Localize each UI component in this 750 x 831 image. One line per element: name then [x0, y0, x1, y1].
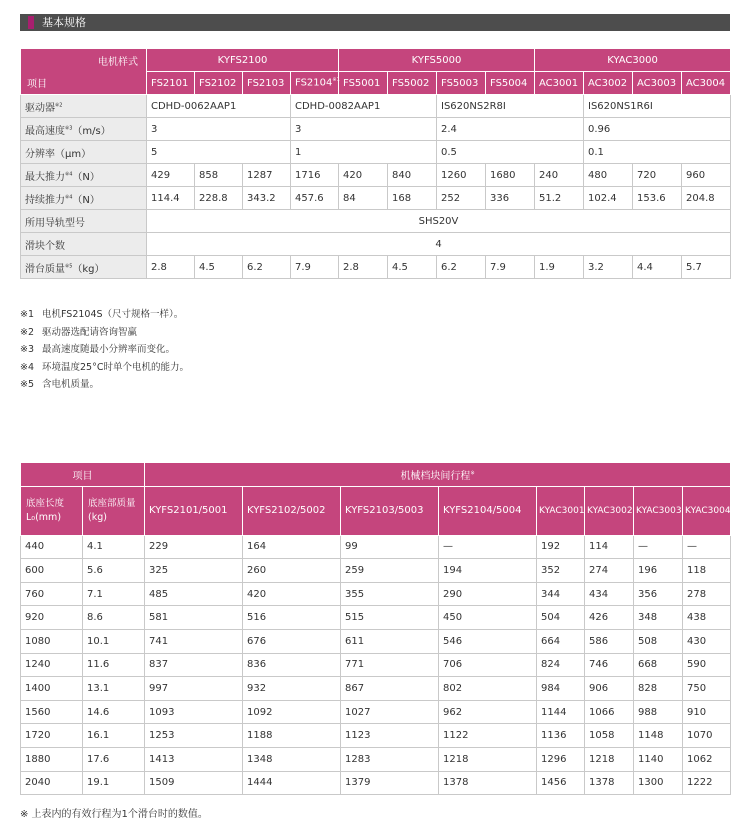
cell: 153.6 [633, 187, 682, 210]
note-mark: ※3 [20, 344, 35, 355]
table-cell: 434 [585, 582, 634, 606]
table-cell: 7.1 [83, 582, 145, 606]
table-cell: — [683, 535, 731, 559]
table-cell: 920 [21, 606, 83, 630]
stroke-model-header: KYAC3003 [634, 486, 683, 535]
cell: 1 [291, 141, 437, 164]
cell: 1.9 [535, 256, 584, 279]
table-cell: 11.6 [83, 653, 145, 677]
header-line: 底座部质量 [88, 497, 136, 509]
cell: 720 [633, 164, 682, 187]
note-mark: ※2 [20, 326, 35, 338]
table-cell: 508 [634, 629, 683, 653]
base-mass-header [83, 486, 145, 535]
table-cell: 910 [683, 700, 731, 724]
table-cell: 1136 [537, 724, 585, 748]
model-header: FS5001 [339, 72, 388, 95]
table-row [21, 582, 731, 606]
table-cell: 485 [145, 582, 243, 606]
row-label [21, 187, 147, 210]
table-cell: 984 [537, 677, 585, 701]
table-cell: 1188 [243, 724, 341, 748]
cell: 5 [147, 141, 291, 164]
table-cell: 1348 [243, 747, 341, 771]
header-line: 底座长度 [26, 497, 65, 509]
table-cell: 824 [537, 653, 585, 677]
cell: 0.1 [584, 141, 731, 164]
cell: 840 [388, 164, 437, 187]
table-cell: 1122 [439, 724, 537, 748]
table-cell: 1283 [341, 747, 439, 771]
table-cell: 988 [634, 700, 683, 724]
group-header: KYAC3000 [535, 49, 731, 72]
table-cell: 1144 [537, 700, 585, 724]
label-text: 滑台质量 [25, 263, 65, 275]
cell: 3.2 [584, 256, 633, 279]
table-cell: 1720 [21, 724, 83, 748]
table-cell: 194 [439, 559, 537, 583]
row-continuous-thrust [21, 187, 731, 210]
note-mark: ※2 [55, 102, 63, 109]
table-cell: 668 [634, 653, 683, 677]
cell: 252 [437, 187, 486, 210]
cell: 4.4 [633, 256, 682, 279]
table-cell: 590 [683, 653, 731, 677]
note-mark: ※5 [20, 379, 35, 390]
model-header: FS2103 [243, 72, 291, 95]
base-length-header [21, 486, 83, 535]
cell: 1680 [486, 164, 535, 187]
stroke-header-text: 机械档块间行程 [400, 470, 471, 482]
cell: 6.2 [243, 256, 291, 279]
note-mark: ※4 [65, 194, 73, 201]
table-cell: 516 [243, 606, 341, 630]
cell: 6.2 [437, 256, 486, 279]
model-header: FS5004 [486, 72, 535, 95]
table-cell: 19.1 [83, 771, 145, 795]
cell: 0.5 [437, 141, 584, 164]
stroke-model-header: KYAC3001 [537, 486, 585, 535]
table-cell: 192 [537, 535, 585, 559]
cell: 2.4 [437, 118, 584, 141]
cell: IS620NS2R8I [437, 95, 584, 118]
table-row [21, 629, 731, 653]
corner-motor-type: 电机样式 [98, 57, 138, 68]
table-cell: 440 [21, 535, 83, 559]
header-line: L₀(mm) [26, 511, 62, 523]
cell: 2.8 [147, 256, 195, 279]
model-header: FS2101 [147, 72, 195, 95]
cell: 114.4 [147, 187, 195, 210]
table-cell: 99 [341, 535, 439, 559]
table-cell: 355 [341, 582, 439, 606]
row-speed [21, 118, 731, 141]
table-cell: 1218 [585, 747, 634, 771]
row-label [21, 256, 147, 279]
table-cell: 352 [537, 559, 585, 583]
table-cell: 325 [145, 559, 243, 583]
table-cell: 581 [145, 606, 243, 630]
model-header: AC3004 [682, 72, 731, 95]
table-cell: 274 [585, 559, 634, 583]
stroke-model-header: KYFS2103/5003 [341, 486, 439, 535]
group-header: KYFS5000 [339, 49, 535, 72]
model-header: FS5002 [388, 72, 437, 95]
table-cell: 1093 [145, 700, 243, 724]
cell: 4.5 [195, 256, 243, 279]
note-mark: ※1 [20, 309, 35, 320]
stroke-footnote: ※ 上表内的有效行程为1个滑台时的数值。 [20, 809, 208, 820]
table-row [21, 700, 731, 724]
table-cell: 8.6 [83, 606, 145, 630]
table-cell: 504 [537, 606, 585, 630]
cell: 102.4 [584, 187, 633, 210]
table-cell: 450 [439, 606, 537, 630]
table-cell: 1080 [21, 629, 83, 653]
table-cell: 932 [243, 677, 341, 701]
table-cell: 962 [439, 700, 537, 724]
model-header: FS2102 [195, 72, 243, 95]
stroke-model-header: KYFS2104/5004 [439, 486, 537, 535]
table-cell: 229 [145, 535, 243, 559]
row-rail [21, 210, 731, 233]
table-cell: 600 [21, 559, 83, 583]
row-label [21, 164, 147, 187]
header-line: (kg) [88, 511, 107, 523]
note-mark: ※1 [332, 77, 340, 84]
table-cell: 546 [439, 629, 537, 653]
note-mark: ※3 [65, 125, 73, 132]
note-text: 含电机质量。 [42, 379, 100, 390]
spec-corner-header [21, 49, 147, 95]
table-cell: 611 [341, 629, 439, 653]
cell: 1260 [437, 164, 486, 187]
section-marker [28, 16, 34, 29]
label-text: 最高速度 [25, 125, 65, 137]
model-header: AC3002 [584, 72, 633, 95]
cell: 84 [339, 187, 388, 210]
row-resolution [21, 141, 731, 164]
table-cell: 1413 [145, 747, 243, 771]
table-cell: 420 [243, 582, 341, 606]
table-cell: 1070 [683, 724, 731, 748]
table-cell: 196 [634, 559, 683, 583]
stroke-table [20, 462, 731, 795]
row-mass [21, 256, 731, 279]
cell: 5.7 [682, 256, 731, 279]
table-cell: 750 [683, 677, 731, 701]
unit-text: （kg） [72, 263, 105, 275]
table-cell: 114 [585, 535, 634, 559]
model-header: AC3003 [633, 72, 682, 95]
stroke-model-header: KYFS2102/5002 [243, 486, 341, 535]
table-cell: 1062 [683, 747, 731, 771]
row-driver [21, 95, 731, 118]
table-cell: 746 [585, 653, 634, 677]
cell: 3 [147, 118, 291, 141]
cell: 4 [147, 233, 731, 256]
table-cell: 1880 [21, 747, 83, 771]
cell: 240 [535, 164, 584, 187]
table-cell: 836 [243, 653, 341, 677]
section-header-bar [20, 14, 730, 31]
cell: 1287 [243, 164, 291, 187]
table-cell: 344 [537, 582, 585, 606]
table-cell: 2040 [21, 771, 83, 795]
cell: CDHD-0082AAP1 [291, 95, 437, 118]
cell: 7.9 [291, 256, 339, 279]
stroke-model-header: KYAC3004 [683, 486, 731, 535]
table-cell: 1240 [21, 653, 83, 677]
table-cell: 760 [21, 582, 83, 606]
table-cell: 906 [585, 677, 634, 701]
label-text: 最大推力 [25, 171, 65, 183]
note-item [20, 341, 189, 359]
note-item [20, 359, 189, 377]
cell: 4.5 [388, 256, 437, 279]
table-cell: 426 [585, 606, 634, 630]
table-row [21, 559, 731, 583]
row-max-thrust [21, 164, 731, 187]
note-text: 电机FS2104S（尺寸规格一样）。 [42, 309, 184, 320]
table-cell: 17.6 [83, 747, 145, 771]
note-mark: ※ [470, 470, 475, 477]
model-header [291, 72, 339, 95]
cell: 7.9 [486, 256, 535, 279]
note-item [20, 324, 189, 342]
row-label [21, 118, 147, 141]
table-row [21, 771, 731, 795]
cell: 457.6 [291, 187, 339, 210]
note-item [20, 376, 189, 394]
table-cell: 278 [683, 582, 731, 606]
cell: 480 [584, 164, 633, 187]
table-cell: 802 [439, 677, 537, 701]
model-header: FS5003 [437, 72, 486, 95]
table-cell: 997 [145, 677, 243, 701]
spec-notes [20, 306, 189, 394]
unit-text: （N） [72, 194, 100, 206]
table-row [21, 724, 731, 748]
label-text: 驱动器 [25, 102, 55, 114]
cell: 3 [291, 118, 437, 141]
cell: 960 [682, 164, 731, 187]
table-cell: 771 [341, 653, 439, 677]
table-cell: 10.1 [83, 629, 145, 653]
cell: 343.2 [243, 187, 291, 210]
note-mark: ※4 [65, 171, 73, 178]
table-cell: — [439, 535, 537, 559]
table-row [21, 606, 731, 630]
row-label [21, 95, 147, 118]
table-cell: 1058 [585, 724, 634, 748]
note-text: 环境温度25°C时单个电机的能力。 [42, 361, 189, 373]
cell: 168 [388, 187, 437, 210]
row-label: 分辨率（μm） [21, 141, 147, 164]
table-cell: 118 [683, 559, 731, 583]
section-title: 基本规格 [42, 16, 86, 29]
stroke-model-header: KYFS2101/5001 [145, 486, 243, 535]
corner-item: 项目 [27, 79, 47, 90]
table-cell: 1296 [537, 747, 585, 771]
table-cell: 5.6 [83, 559, 145, 583]
row-label: 所用导轨型号 [21, 210, 147, 233]
label-text: 持续推力 [25, 194, 65, 206]
cell: 429 [147, 164, 195, 187]
table-row [21, 653, 731, 677]
stroke-header [145, 463, 731, 487]
cell: 228.8 [195, 187, 243, 210]
unit-text: （N） [72, 171, 100, 183]
table-cell: 741 [145, 629, 243, 653]
row-label: 滑块个数 [21, 233, 147, 256]
table-cell: 430 [683, 629, 731, 653]
row-blocks [21, 233, 731, 256]
cell: 420 [339, 164, 388, 187]
table-cell: 1456 [537, 771, 585, 795]
cell: 858 [195, 164, 243, 187]
note-mark: ※4 [20, 361, 35, 373]
cell: CDHD-0062AAP1 [147, 95, 291, 118]
table-cell: 1253 [145, 724, 243, 748]
group-header: KYFS2100 [147, 49, 339, 72]
table-cell: 164 [243, 535, 341, 559]
table-cell: 356 [634, 582, 683, 606]
table-cell: 837 [145, 653, 243, 677]
table-cell: 664 [537, 629, 585, 653]
table-cell: 586 [585, 629, 634, 653]
table-cell: 515 [341, 606, 439, 630]
item-header: 项目 [21, 463, 145, 487]
table-cell: 348 [634, 606, 683, 630]
table-cell: 1148 [634, 724, 683, 748]
table-cell: 1222 [683, 771, 731, 795]
table-cell: 438 [683, 606, 731, 630]
table-cell: 1027 [341, 700, 439, 724]
table-cell: 676 [243, 629, 341, 653]
table-cell: 1444 [243, 771, 341, 795]
table-cell: 1218 [439, 747, 537, 771]
cell: 204.8 [682, 187, 731, 210]
table-cell: 1300 [634, 771, 683, 795]
note-text: 驱动器选配请咨询智赢 [42, 326, 138, 338]
table-cell: 1066 [585, 700, 634, 724]
note-item [20, 306, 189, 324]
unit-text: （m/s） [72, 125, 111, 137]
table-cell: 1378 [439, 771, 537, 795]
table-row [21, 677, 731, 701]
table-cell: 4.1 [83, 535, 145, 559]
note-text: 最高速度随最小分辨率而变化。 [42, 344, 176, 355]
table-cell: 16.1 [83, 724, 145, 748]
table-cell: 1400 [21, 677, 83, 701]
model-header: AC3001 [535, 72, 584, 95]
table-cell: 867 [341, 677, 439, 701]
model-label: FS2104 [295, 77, 333, 89]
table-cell: 1560 [21, 700, 83, 724]
table-cell: 259 [341, 559, 439, 583]
note-mark: ※5 [65, 263, 73, 270]
table-cell: 14.6 [83, 700, 145, 724]
table-cell: — [634, 535, 683, 559]
table-cell: 260 [243, 559, 341, 583]
table-cell: 1140 [634, 747, 683, 771]
table-cell: 13.1 [83, 677, 145, 701]
cell: 0.96 [584, 118, 731, 141]
cell: IS620NS1R6I [584, 95, 731, 118]
table-cell: 1379 [341, 771, 439, 795]
table-cell: 290 [439, 582, 537, 606]
table-cell: 1092 [243, 700, 341, 724]
spec-table [20, 48, 731, 279]
table-cell: 1378 [585, 771, 634, 795]
cell: 51.2 [535, 187, 584, 210]
cell: 336 [486, 187, 535, 210]
table-cell: 828 [634, 677, 683, 701]
table-row [21, 535, 731, 559]
table-cell: 706 [439, 653, 537, 677]
stroke-model-header: KYAC3002 [585, 486, 634, 535]
cell: 1716 [291, 164, 339, 187]
table-cell: 1509 [145, 771, 243, 795]
cell: 2.8 [339, 256, 388, 279]
table-row [21, 747, 731, 771]
cell: SHS20V [147, 210, 731, 233]
table-cell: 1123 [341, 724, 439, 748]
